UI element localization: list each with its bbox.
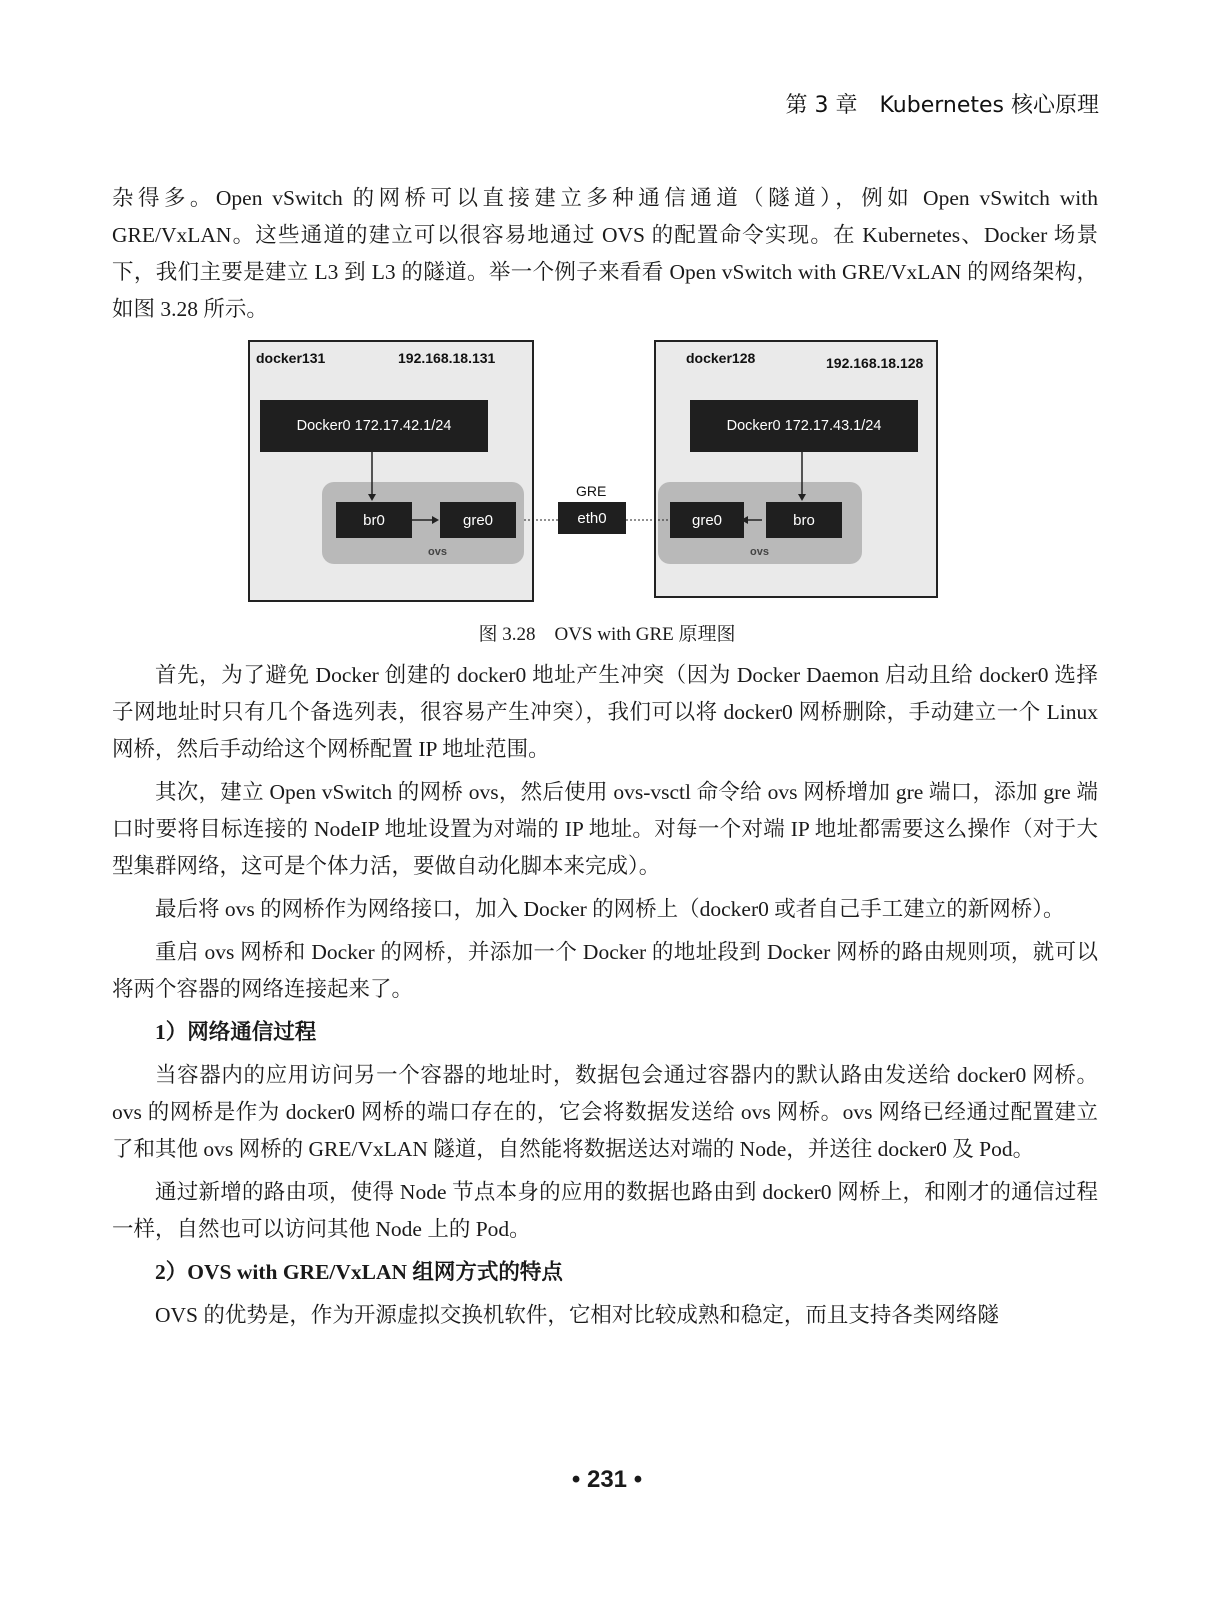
- left-ovs-label: ovs: [428, 546, 447, 558]
- paragraph-first: 首先，为了避免 Docker 创建的 docker0 地址产生冲突（因为 Docker Daemon 启动且给 docker0 选择子网地址时只有几个备选列表，很容易产生冲突），我们可以将 docker0 网桥删除，手动建立一个 Linux 网桥，然后手动给这个网桥配置 IP 地址范围。: [112, 663, 1098, 761]
- paragraph-second: 其次，建立 Open vSwitch 的网桥 ovs，然后使用 ovs-vsctl 命令给 ovs 网桥增加 gre 端口，添加 gre 端口时要将目标连接的 NodeIP 地址设置为对端的 IP 地址。对每一个对端 IP 地址都需要这么操作（对于大型集群网络，这可是个体力活，要做自动化脚本来完成）。: [112, 780, 1098, 878]
- left-host-ip: 192.168.18.131: [398, 350, 496, 366]
- right-left-arrowhead: [741, 516, 748, 524]
- right-gre-port: gre0: [670, 502, 744, 538]
- paragraph-third: 最后将 ovs 的网桥作为网络接口，加入 Docker 的网桥上（docker0 或者自己手工建立的新网桥）。: [155, 897, 1065, 921]
- right-host-name: docker128: [686, 350, 756, 366]
- right-bridge-port: bro: [766, 502, 842, 538]
- ovs-gre-diagram: [248, 340, 942, 604]
- intro-text: [112, 180, 1098, 328]
- page-number: • 231 •: [571, 1466, 643, 1493]
- right-docker0-box: Docker0 172.17.43.1/24: [690, 400, 918, 452]
- left-bridge-port: br0: [336, 502, 412, 538]
- connector-lines: [248, 340, 942, 604]
- intro-paragraph: 杂得多。Open vSwitch 的网桥可以直接建立多种通信通道（隧道），例如 Open vSwitch with GRE/VxLAN。这些通道的建立可以很容易地通过 OVS 的配置命令实现。在 Kubernetes、Docker 场景下，我们主要是建立 L3 到 L3 的隧道。举一个例子来看看 Open vSwitch with GRE/VxLAN 的网络架构，如图 3.28 所示。: [112, 186, 1098, 321]
- right-host-ip: 192.168.18.128: [826, 355, 924, 371]
- eth0-port: eth0: [558, 502, 626, 534]
- tunnel-label: GRE: [576, 483, 607, 499]
- section1-heading: 1）网络通信过程: [155, 1020, 317, 1044]
- section1-paragraph-2: 通过新增的路由项，使得 Node 节点本身的应用的数据也路由到 docker0 网桥上，和刚才的通信过程一样，自然也可以访问其他 Node 上的 Pod。: [112, 1180, 1098, 1241]
- body-text: [112, 657, 1098, 1334]
- right-ovs-label: ovs: [750, 546, 769, 558]
- paragraph-fourth: 重启 ovs 网桥和 Docker 的网桥，并添加一个 Docker 的地址段到 Docker 网桥的路由规则项，就可以将两个容器的网络连接起来了。: [112, 940, 1098, 1001]
- left-down-arrowhead: [368, 494, 376, 501]
- chapter-header: 第 3 章 Kubernetes 核心原理: [785, 93, 1099, 118]
- left-right-arrowhead: [432, 516, 439, 524]
- left-gre-port: gre0: [440, 502, 516, 538]
- right-down-arrowhead: [798, 494, 806, 501]
- left-docker0-box: Docker0 172.17.42.1/24: [260, 400, 488, 452]
- figure-caption: 图 3.28 OVS with GRE 原理图: [478, 624, 736, 645]
- section1-paragraph-1: 当容器内的应用访问另一个容器的地址时，数据包会通过容器内的默认路由发送给 docker0 网桥。ovs 的网桥是作为 docker0 网桥的端口存在的，它会将数据发送给 ovs 网桥。ovs 网络已经通过配置建立了和其他 ovs 网桥的 GRE/VxLAN 隧道，自然能将数据送达对端的 Node，并送往 docker0 及 Pod。: [112, 1063, 1098, 1161]
- section2-paragraph-1: OVS 的优势是，作为开源虚拟交换机软件，它相对比较成熟和稳定，而且支持各类网络隧: [155, 1303, 999, 1327]
- section2-heading: 2）OVS with GRE/VxLAN 组网方式的特点: [155, 1260, 563, 1284]
- left-host-name: docker131: [256, 350, 326, 366]
